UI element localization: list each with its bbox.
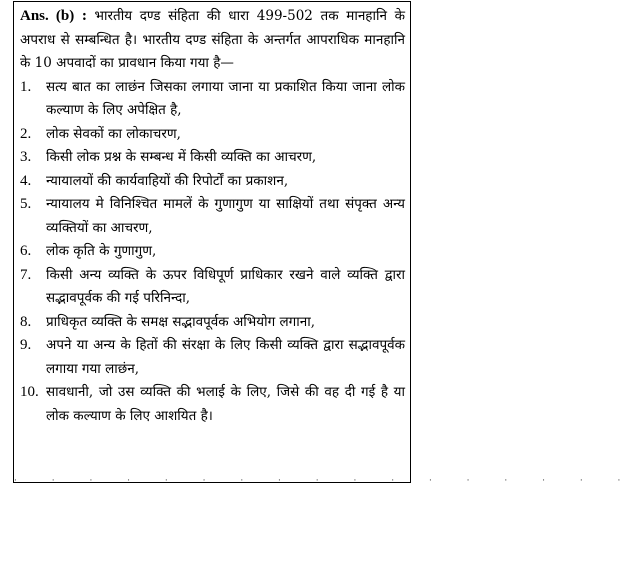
list-item-text: न्यायालयों की कार्यवाहियों की रिपोर्टों का प्रकाशन, bbox=[46, 172, 289, 189]
list-item-text: सत्य बात का लाछंन जिसका लगाया जाना या प्रकाशित किया जाना लोक कल्याण के लिए अपेक्षित है, bbox=[46, 78, 405, 118]
answer-box bbox=[13, 1, 411, 483]
list-item bbox=[20, 240, 405, 264]
list-item bbox=[20, 381, 405, 428]
answer-intro-paragraph bbox=[20, 5, 405, 76]
list-item-number: 2. bbox=[20, 125, 32, 142]
bottom-dotted-divider: · · · · · · · · · · · · · · · · · bbox=[14, 476, 636, 486]
answer-label: Ans. (b) bbox=[20, 8, 75, 24]
list-item-number: 3. bbox=[20, 149, 32, 165]
list-item-number: 4. bbox=[20, 172, 32, 189]
exceptions-list bbox=[20, 76, 405, 429]
list-item-text: किसी लोक प्रश्न के सम्बन्ध में किसी व्यक्ति का आचरण, bbox=[46, 149, 317, 165]
list-item-text: किसी अन्य व्यक्ति के ऊपर विधिपूर्ण प्राधिकार रखने वाले व्यक्ति द्वारा सद्भावपूर्वक की गई परिनिन्दा, bbox=[46, 266, 405, 306]
list-item bbox=[20, 334, 405, 381]
list-item bbox=[20, 311, 405, 335]
list-item bbox=[20, 264, 405, 311]
list-item bbox=[20, 170, 405, 194]
list-item bbox=[20, 76, 405, 123]
list-item bbox=[20, 123, 405, 147]
list-item bbox=[20, 146, 405, 170]
list-item-number: 9. bbox=[20, 337, 32, 353]
list-item-text: न्यायालय मे विनिश्चित मामलें के गुणागुण या साक्षियों तथा संपृक्त अन्य व्यक्तियों का आचरण, bbox=[46, 196, 405, 236]
list-item-number: 8. bbox=[20, 313, 32, 330]
list-item-number: 1. bbox=[20, 78, 32, 95]
answer-separator: : bbox=[81, 8, 87, 24]
list-item-number: 6. bbox=[20, 243, 32, 259]
list-item-number: 10. bbox=[20, 384, 39, 400]
list-item-number: 5. bbox=[20, 196, 32, 212]
list-item-text: अपने या अन्य के हितों की संरक्षा के लिए किसी व्यक्ति द्वारा सद्भावपूर्वक लगाया गया लाछंन, bbox=[46, 337, 405, 377]
list-item bbox=[20, 193, 405, 240]
answer-intro-text: भारतीय दण्ड संहिता की धारा 499-502 तक मानहानि के अपराध से सम्बन्धित है। भारतीय दण्ड संहिता के अन्तर्गत आपराधिक मानहानि के 10 अपवादों का प्रावधान किया गया है— bbox=[20, 8, 405, 71]
list-item-text: लोक सेवकों का लोकाचरण, bbox=[46, 125, 181, 142]
list-item-number: 7. bbox=[20, 266, 32, 283]
list-item-text: सावधानी, जो उस व्यक्ति की भलाई के लिए, जिसे की वह दी गई है या लोक कल्याण के लिए आशयित है। bbox=[46, 384, 405, 424]
list-item-text: प्राधिकृत व्यक्ति के समक्ष सद्भावपूर्वक अभियोग लगाना, bbox=[46, 313, 315, 330]
list-item-text: लोक कृति के गुणागुण, bbox=[46, 243, 157, 259]
